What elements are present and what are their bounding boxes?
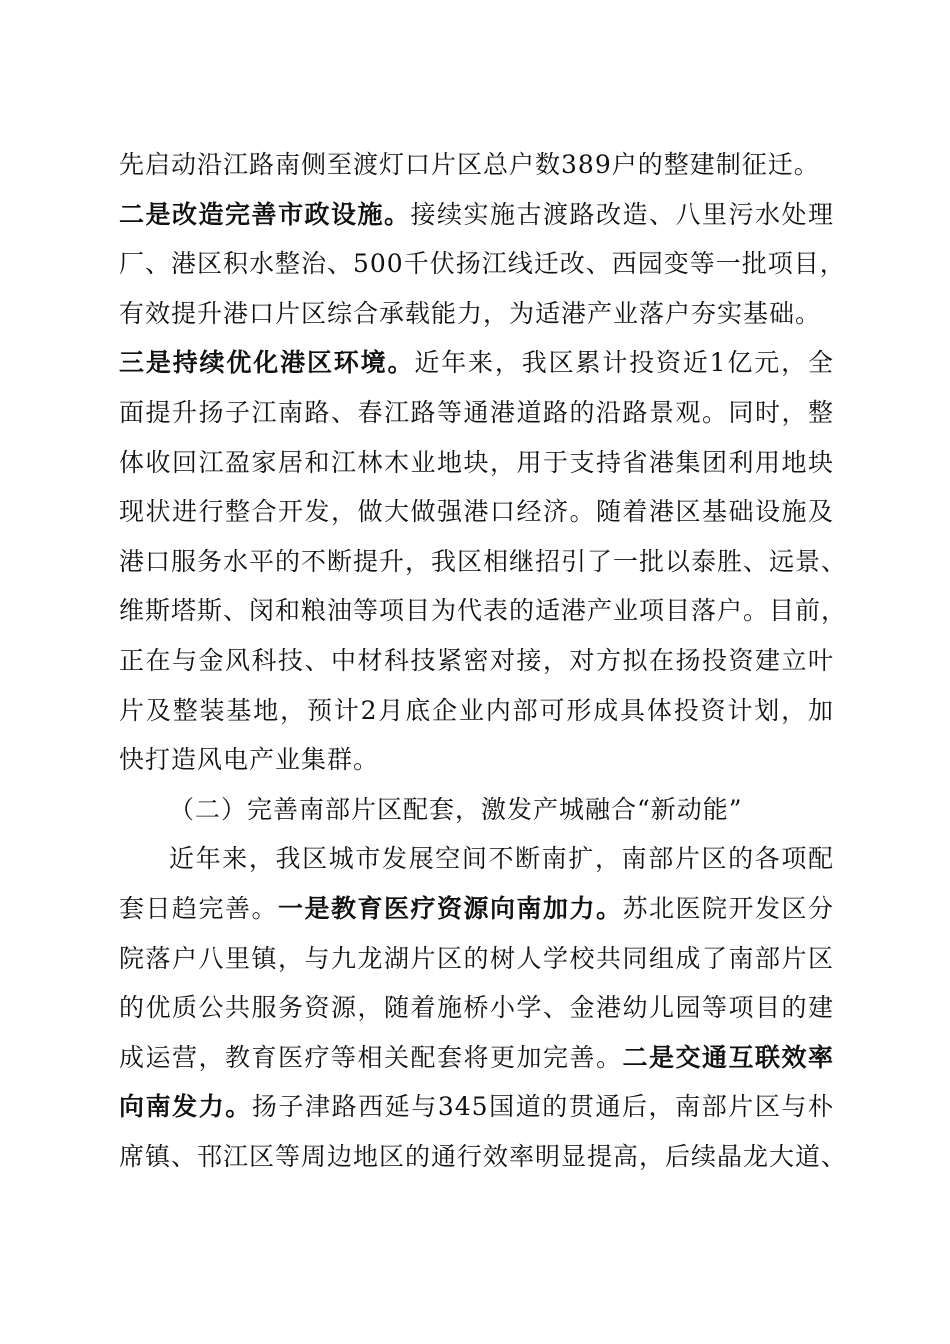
text-line [119, 140, 834, 190]
text-segment: 维斯塔斯、闵和粮油等项目为代表的适港产业项目落户。目前， [119, 596, 848, 626]
bold-lead-phrase: 二是改造完善市政设施。 [119, 199, 411, 229]
text-segment: 现状进行整合开发，做大做强港口经济。随着港区基础设施及 [119, 497, 834, 527]
text-segment: 院落户八里镇，与九龙湖片区的树人学校共同组成了南部片区 [119, 943, 834, 973]
text-segment: 先启动沿江路南侧至渡灯口片区总户数389户的整建制征迁。 [119, 150, 820, 179]
text-line [119, 487, 834, 537]
text-line [119, 735, 834, 785]
text-segment: 有效提升港口片区综合承载能力，为适港产业落户夯实基础。 [119, 298, 822, 328]
text-line [119, 190, 834, 240]
text-segment: 体收回江盈家居和江林木业地块，用于支持省港集团利用地块 [119, 447, 834, 477]
text-line [119, 884, 834, 934]
text-line [119, 686, 834, 736]
text-segment: 苏北医院开发区分 [622, 893, 834, 923]
text-line [119, 338, 834, 388]
text-line [119, 983, 834, 1033]
text-line [119, 934, 834, 984]
text-line [119, 438, 834, 488]
text-line [119, 636, 834, 686]
text-segment: 扬子津路西延与345国道的贯通后，南部片区与朴 [251, 1092, 834, 1122]
text-line [119, 586, 848, 636]
text-segment: 近年来，我区累计投资近1亿元，全 [414, 348, 834, 378]
text-segment: 快打造风电产业集群。 [119, 745, 380, 775]
text-segment: 近年来，我区城市发展空间不断南扩，南部片区的各项配 [169, 844, 834, 874]
bold-lead-phrase: 向南发力。 [119, 1092, 252, 1122]
text-segment: 成运营，教育医疗等相关配套将更加完善。 [119, 1042, 623, 1072]
text-segment: 片及整装基地，预计2月底企业内部可形成具体投资计划，加 [119, 695, 834, 725]
text-segment: 席镇、邗江区等周边地区的通行效率明显提高，后续晶龙大道、 [119, 1141, 848, 1171]
text-line [119, 834, 834, 884]
bold-lead-phrase: 一是教育医疗资源向南加力。 [278, 893, 623, 923]
text-line [119, 239, 846, 289]
text-line [119, 1033, 834, 1083]
text-segment: 接续实施古渡路改造、八里污水处理 [410, 199, 834, 229]
text-line [119, 1082, 834, 1132]
text-segment: 厂、港区积水整治、500千伏扬江线迁改、西园变等一批项目， [119, 249, 846, 279]
bold-lead-phrase: 二是交通互联效率 [622, 1042, 834, 1072]
text-segment: 港口服务水平的不断提升，我区相继招引了一批以泰胜、远景、 [119, 546, 848, 576]
text-line [119, 289, 834, 339]
text-segment: 套日趋完善。 [119, 893, 278, 923]
text-segment: 正在与金风科技、中材科技紧密对接，对方拟在扬投资建立叶 [119, 645, 834, 675]
document-body [119, 140, 848, 1181]
text-segment: 的优质公共服务资源，随着施桥小学、金港幼儿园等项目的建 [119, 993, 834, 1023]
section-heading [119, 785, 834, 835]
text-segment: （二）完善南部片区配套，激发产城融合“新动能” [169, 794, 743, 824]
text-line [119, 537, 848, 587]
text-line [119, 1132, 848, 1182]
text-segment: 面提升扬子江南路、春江路等通港道路的沿路景观。同时，整 [119, 397, 834, 427]
bold-lead-phrase: 三是持续优化港区环境。 [119, 348, 415, 378]
text-line [119, 388, 834, 438]
